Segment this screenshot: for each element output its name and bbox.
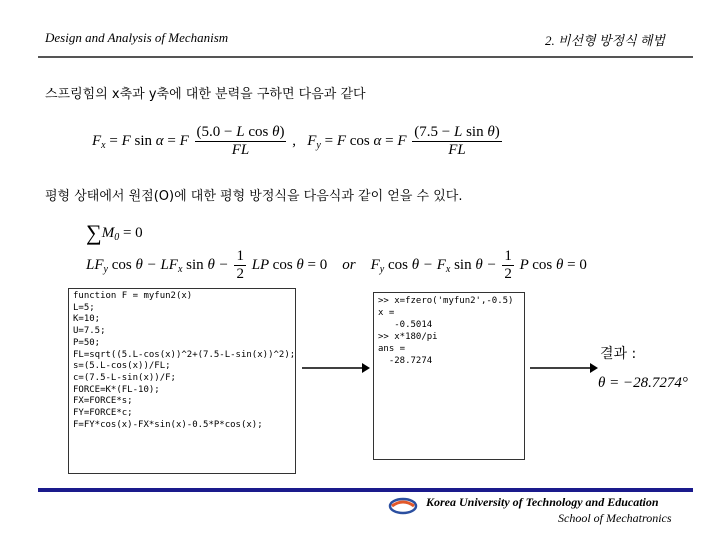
equation-force-components: $F_x = F$ sin α = F $\frac{\text{(5.0 − L cos θ)}}{FL}$ , $F_y = F$ cos α = F $\frac{\text{(7.5 − L sin θ)}}{FL}$ (92, 124, 500, 158)
paragraph-force-components: 스프링힘의 x축과 y축에 대한 분력을 구하면 다음과 같다 (45, 87, 366, 102)
cmd-line: -0.5014 (378, 320, 433, 330)
arrow-right-icon (528, 360, 600, 376)
code-line: K=10; (73, 314, 101, 325)
arrow-right-icon (300, 360, 372, 376)
code-line: U=7.5; (73, 326, 106, 337)
code-line: FL=sqrt((5.L-cos(x))^2+(7.5-L-sin(x))^2); (73, 349, 296, 360)
equation-moment-sum: $\sum M_0 = 0$ (86, 220, 143, 245)
footer-school: School of Mechatronics (558, 511, 672, 525)
footer-divider (38, 488, 693, 492)
code-line: FY=FORCE*c; (73, 408, 133, 419)
code-line: L=5; (73, 302, 95, 313)
matlab-function-code (68, 288, 296, 474)
header-section-title: 2. 비선형 방정식 해법 (545, 33, 665, 48)
code-line: c=(7.5-L-sin(x))/F; (73, 372, 176, 383)
result-label: 결과 : (600, 346, 637, 362)
cmd-line: >> x*180/pi (378, 332, 438, 342)
code-line: s=(5.L-cos(x))/FL; (73, 361, 171, 372)
university-logo-icon (388, 497, 418, 515)
equation-equilibrium: $LF_y$ $\cos \theta - LF_x$ sin θ − $\frac{1}{2}$ LP cos θ = 0 or $F_y$ $\cos \theta - F_x$ sin θ − $\frac{1}{2}$ P cos θ = 0 (86, 248, 587, 282)
code-line: FORCE=K*(FL-10); (73, 384, 160, 395)
cmd-line: >> x=fzero('myfun2',-0.5) (378, 296, 514, 306)
header-course-title: Design and Analysis of Mechanism (45, 30, 229, 45)
code-line: function F = myfun2(x) (73, 291, 193, 301)
result-value: θ = −28.7274° (598, 375, 688, 391)
code-line: FX=FORCE*s; (73, 396, 133, 407)
header-divider (38, 56, 693, 58)
code-line: P=50; (73, 337, 101, 348)
cmd-line: ans = (378, 344, 406, 354)
matlab-command-output (373, 292, 525, 460)
code-line: F=FY*cos(x)-FX*sin(x)-0.5*P*cos(x); (73, 419, 263, 430)
cmd-line: x = (378, 308, 395, 318)
footer-university: Korea University of Technology and Education (426, 495, 659, 509)
cmd-line: -28.7274 (378, 356, 433, 366)
paragraph-equilibrium: 평형 상태에서 원점(O)에 대한 평형 방정식을 다음식과 같이 얻을 수 있다. (45, 189, 463, 204)
